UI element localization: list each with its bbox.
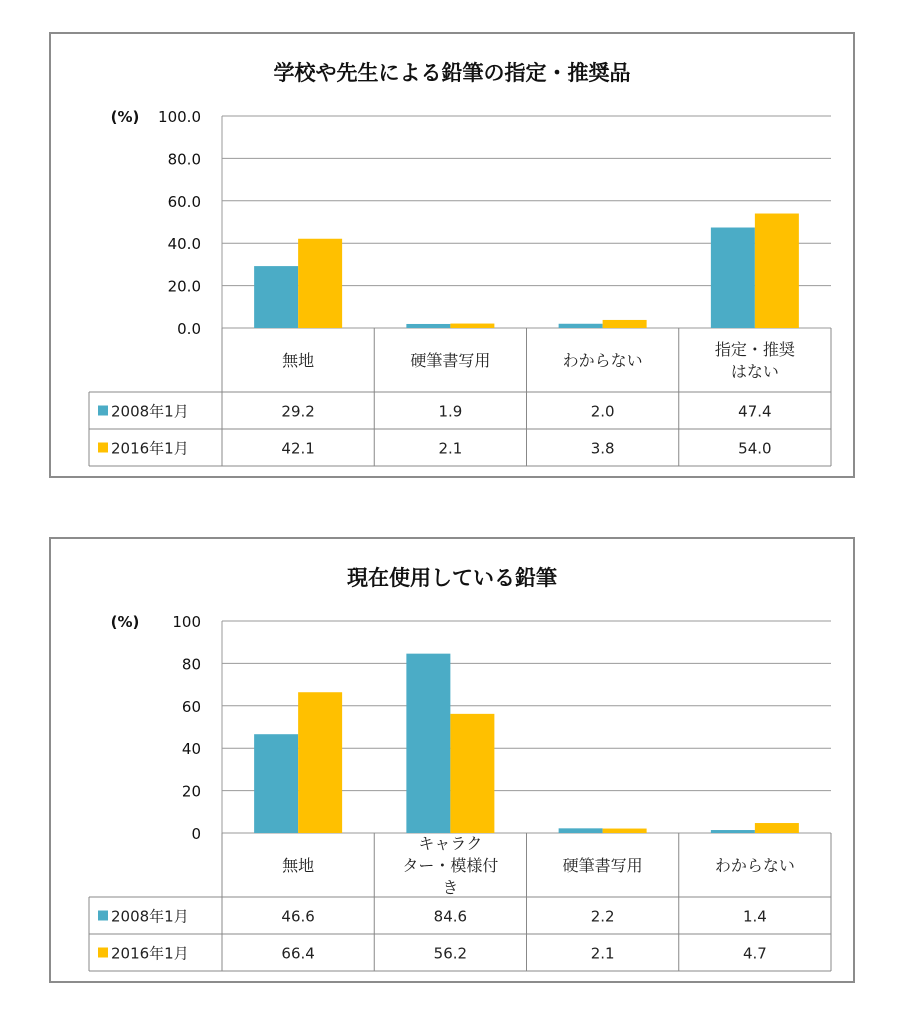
category-label: 硬筆書写用 — [410, 351, 491, 370]
chart-title: 現在使用している鉛筆 — [347, 566, 557, 590]
category-label: き — [442, 878, 459, 897]
legend-label: 2016年1月 — [111, 439, 189, 458]
legend-swatch — [98, 948, 108, 958]
bar-2016 — [755, 823, 799, 833]
bar-2016 — [450, 714, 494, 833]
legend-swatch — [98, 911, 108, 921]
y-unit-label: (%) — [110, 613, 140, 631]
data-cell: 47.4 — [738, 402, 772, 421]
category-label: キャラク — [418, 834, 483, 853]
bar-2008 — [254, 266, 298, 328]
legend-label: 2008年1月 — [111, 402, 189, 421]
bar-2008 — [406, 324, 450, 328]
data-cell: 84.6 — [433, 907, 468, 926]
data-cell: 56.2 — [433, 944, 468, 963]
y-tick-label: 60.0 — [167, 192, 201, 211]
category-label: 無地 — [282, 856, 315, 875]
chart-svg-1 — [51, 34, 853, 476]
chart-svg-2 — [51, 539, 853, 981]
chart-title: 学校や先生による鉛筆の指定・推奨品 — [273, 61, 631, 85]
y-tick-label: 40.0 — [167, 235, 201, 254]
chart-panel-2 — [49, 537, 855, 983]
y-tick-label: 80.0 — [167, 150, 201, 169]
data-cell: 2.2 — [590, 907, 615, 926]
bar-2008 — [559, 324, 603, 328]
data-cell: 4.7 — [742, 944, 767, 963]
category-label: 硬筆書写用 — [562, 856, 643, 875]
y-tick-label: 20 — [181, 782, 201, 801]
data-cell: 2.1 — [438, 439, 463, 458]
y-tick-label: 40 — [181, 740, 201, 759]
category-label: 指定・推奨 — [714, 340, 795, 359]
bar-2016 — [298, 692, 342, 833]
data-cell: 42.1 — [281, 439, 315, 458]
y-tick-label: 80 — [181, 655, 201, 674]
bar-2008 — [254, 734, 298, 833]
bar-2008 — [711, 830, 755, 833]
data-cell: 2.0 — [590, 402, 615, 421]
bar-2016 — [603, 320, 647, 328]
bar-2008 — [406, 654, 450, 833]
bar-2008 — [559, 828, 603, 833]
bar-2016 — [603, 829, 647, 833]
data-cell: 1.9 — [438, 402, 463, 421]
category-label: はない — [730, 362, 779, 381]
y-tick-label: 100 — [172, 613, 201, 631]
data-cell: 29.2 — [281, 402, 315, 421]
data-cell: 1.4 — [742, 907, 767, 926]
bar-2008 — [711, 228, 755, 328]
y-tick-label: 0 — [191, 825, 201, 843]
y-tick-label: 20.0 — [167, 277, 201, 296]
y-tick-label: 60 — [181, 697, 201, 716]
chart-panel-1 — [49, 32, 855, 478]
bar-2016 — [298, 239, 342, 328]
data-cell: 3.8 — [590, 439, 615, 458]
legend-swatch — [98, 443, 108, 453]
bar-2016 — [450, 324, 494, 328]
bar-2016 — [755, 214, 799, 328]
category-label: わからない — [562, 351, 643, 370]
category-label: 無地 — [282, 351, 315, 370]
data-cell: 46.6 — [281, 907, 315, 926]
legend-label: 2016年1月 — [111, 944, 189, 963]
legend-swatch — [98, 406, 108, 416]
category-label: ター・模様付 — [402, 856, 499, 875]
data-cell: 66.4 — [281, 944, 315, 963]
y-tick-label: 100.0 — [158, 108, 201, 126]
data-cell: 2.1 — [590, 944, 615, 963]
category-label: わからない — [714, 856, 795, 875]
y-tick-label: 0.0 — [177, 320, 201, 338]
y-unit-label: (%) — [110, 108, 140, 126]
data-cell: 54.0 — [738, 439, 772, 458]
legend-label: 2008年1月 — [111, 907, 189, 926]
